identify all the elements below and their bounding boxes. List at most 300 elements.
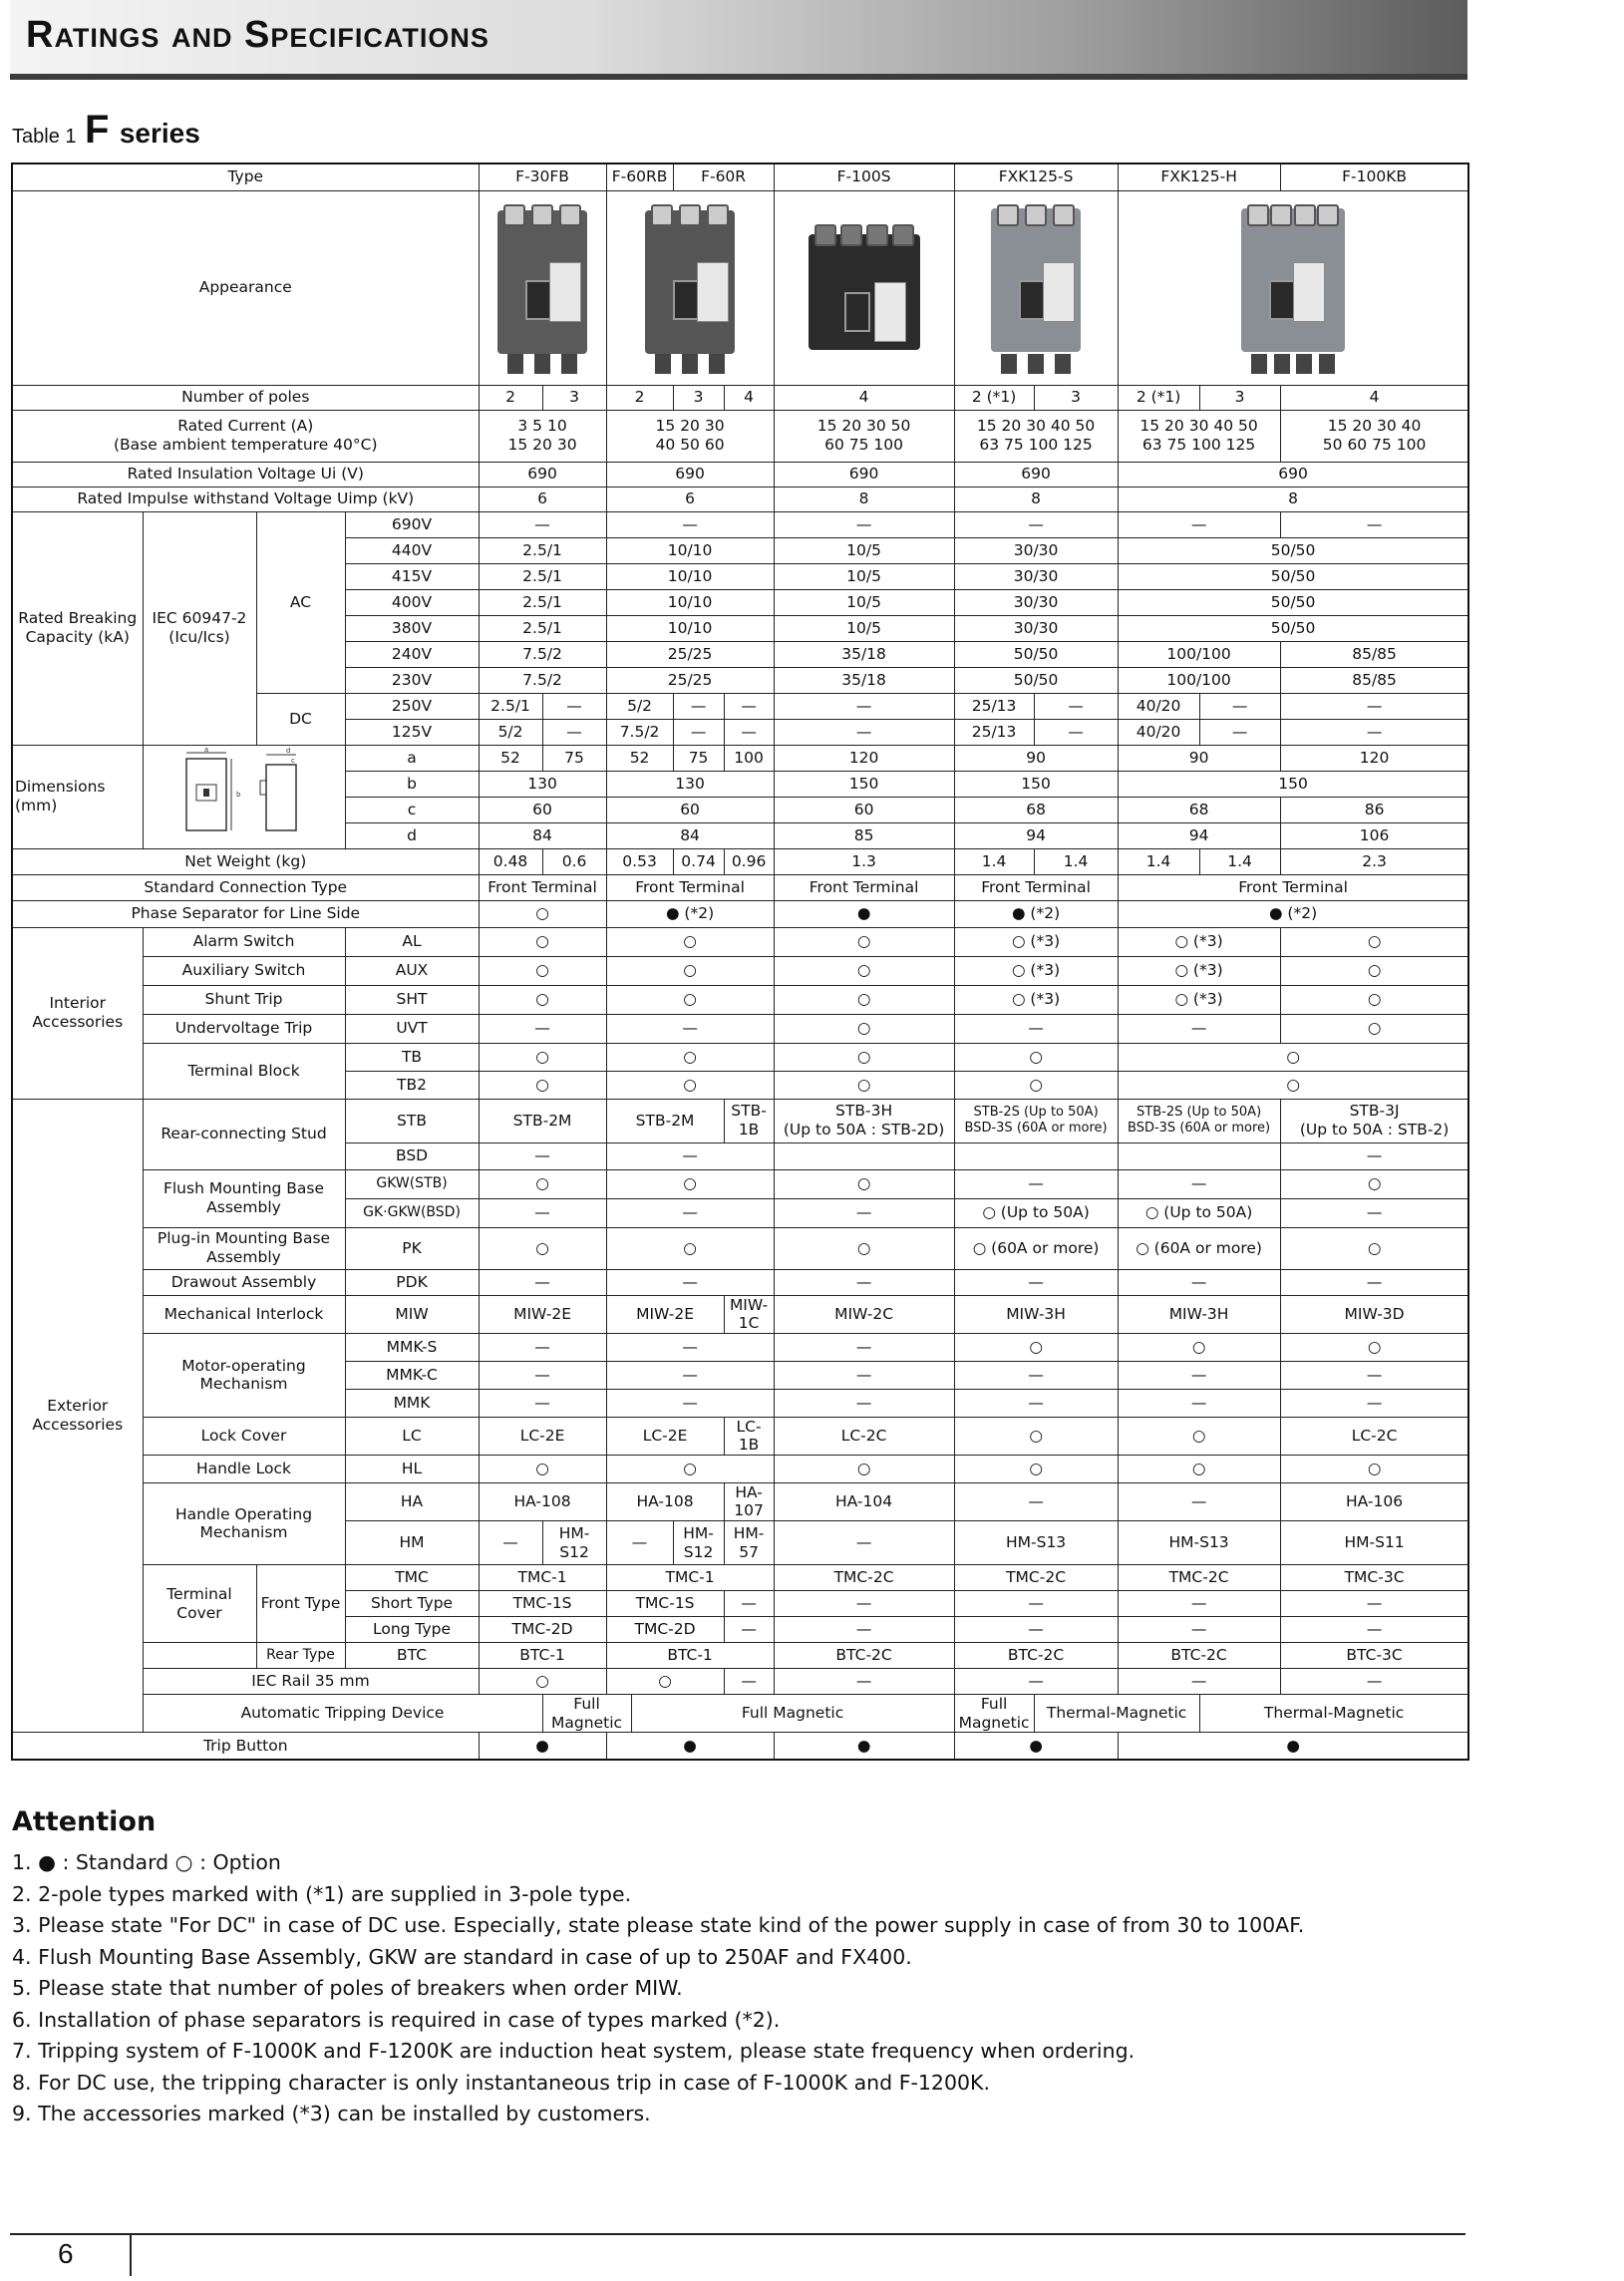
accessory-code: TB2 (345, 1071, 479, 1099)
table-cell: ● (606, 1733, 774, 1760)
table-cell: 1.4 (954, 848, 1034, 874)
table-cell: — (1118, 1617, 1280, 1643)
table-cell: 35/18 (774, 641, 954, 667)
model-header: F-100S (774, 163, 954, 190)
table-cell: — (606, 1014, 774, 1043)
table-cell: ○ (774, 956, 954, 985)
table-cell: ○ (479, 1455, 606, 1482)
table-cell: ● (479, 1733, 606, 1760)
model-header: F-60RB (606, 163, 673, 190)
table-cell: — (606, 1142, 774, 1169)
accessory-code: SHT (345, 985, 479, 1014)
table-cell: ○ (606, 956, 774, 985)
footer-rule (10, 2233, 1465, 2235)
table-cell: 10/5 (774, 589, 954, 615)
table-cell: HM-S12 (673, 1521, 724, 1565)
table-cell: 106 (1280, 822, 1468, 848)
table-cell: 50/50 (1118, 537, 1468, 563)
table-row (12, 848, 1468, 874)
attention-item: 6. Installation of phase separators is required in case of types marked (*2). (12, 2007, 781, 2032)
table-cell: ○ (*3) (954, 927, 1118, 956)
accessory-name: Lock Cover (143, 1417, 345, 1455)
table-cell: — (479, 511, 606, 537)
table-cell: ○ (606, 1169, 774, 1198)
table-cell: 86 (1280, 797, 1468, 822)
voltage-label: 250V (345, 693, 479, 719)
table-cell: — (479, 1142, 606, 1169)
table-row (12, 385, 1468, 410)
table-row (12, 1333, 1468, 1361)
table-cell: TMC-2C (1118, 1565, 1280, 1591)
table-cell: 3 (542, 385, 606, 410)
table-cell: 75 (673, 745, 724, 771)
table-cell: — (479, 1333, 606, 1361)
voltage-label: 240V (345, 641, 479, 667)
table-cell: ○ (774, 1043, 954, 1071)
table-cell: HA-108 (606, 1482, 724, 1520)
table-cell (1118, 1142, 1280, 1169)
accessory-name: IEC Rail 35 mm (143, 1669, 479, 1695)
table-cell: BTC-1 (479, 1643, 606, 1669)
table-cell: — (542, 693, 606, 719)
table-cell: — (1280, 1198, 1468, 1227)
attention-item: 3. Please state "For DC" in case of DC use. Especially, state please state kind of the power supply in case of from 30 to 100AF. (12, 1913, 1305, 1937)
table-cell: 2.5/1 (479, 615, 606, 641)
table-cell: — (1118, 1361, 1280, 1389)
table-cell: — (606, 1198, 774, 1227)
svg-text:c: c (290, 756, 295, 765)
table-cell: ○ (479, 1169, 606, 1198)
accessory-name: Shunt Trip (143, 985, 345, 1014)
table-cell: Full Magnetic (631, 1695, 954, 1733)
table-cell: ○ (774, 1014, 954, 1043)
accessory-code: Long Type (345, 1617, 479, 1643)
table-cell: 2 (*1) (954, 385, 1034, 410)
svg-text:b: b (235, 790, 240, 799)
table-cell: Front Terminal (479, 874, 606, 900)
table-cell: — (1118, 1591, 1280, 1617)
model-header: FXK125-S (954, 163, 1118, 190)
tripping-label: Automatic Tripping Device (143, 1695, 542, 1733)
table-cell: 4 (1280, 385, 1468, 410)
table-cell: STB-3H (Up to 50A : STB-2D) (774, 1099, 954, 1142)
table-row (12, 163, 1468, 190)
table-cell: 8 (774, 487, 954, 511)
table-cell: — (1280, 511, 1468, 537)
table-row (12, 1733, 1468, 1760)
table-cell: 85/85 (1280, 667, 1468, 693)
table-cell: STB-2S (Up to 50A) BSD-3S (60A or more) (1118, 1099, 1280, 1142)
table-cell: Front Terminal (1118, 874, 1468, 900)
table-cell: LC-2E (479, 1417, 606, 1455)
table-cell: — (606, 511, 774, 537)
table-cell: — (1280, 1389, 1468, 1417)
table-cell (954, 1142, 1118, 1169)
table-cell: MIW-3H (954, 1295, 1118, 1333)
table-cell: 6 (479, 487, 606, 511)
type-label: Type (12, 163, 479, 190)
table-cell: — (1118, 1169, 1280, 1198)
table-cell: Thermal-Magnetic (1199, 1695, 1468, 1733)
table-cell: 90 (1118, 745, 1280, 771)
table-cell: 68 (1118, 797, 1280, 822)
table-cell: 1.3 (774, 848, 954, 874)
table-cell: — (1118, 1389, 1280, 1417)
table-cell: 7.5/2 (606, 719, 673, 745)
table-cell: HM-S13 (1118, 1521, 1280, 1565)
table-cell: ○ (1280, 1227, 1468, 1269)
table-cell: Front Terminal (606, 874, 774, 900)
breaker-image-f60 (641, 202, 739, 374)
table-cell: ○ (606, 1043, 774, 1071)
table-cell: 3 (1199, 385, 1280, 410)
table-cell: 25/13 (954, 719, 1034, 745)
table-cell: 150 (774, 771, 954, 797)
accessory-code: MMK (345, 1389, 479, 1417)
accessory-code: GKW(STB) (345, 1169, 479, 1198)
attention-list (12, 1847, 1467, 2130)
table-cell: BTC-2C (774, 1643, 954, 1669)
table-cell: 10/10 (606, 537, 774, 563)
table-cell: — (954, 1169, 1118, 1198)
table-cell: 2 (606, 385, 673, 410)
table-cell: 68 (954, 797, 1118, 822)
table-cell: 15 20 30 40 50 63 75 100 125 (954, 410, 1118, 462)
table-cell: ○ (1118, 1043, 1468, 1071)
table-row (12, 1669, 1468, 1695)
table-cell: — (1280, 719, 1468, 745)
table-cell: — (479, 1361, 606, 1389)
impulse-label: Rated Impulse withstand Voltage Uimp (kV) (12, 487, 479, 511)
table-cell: LC-1B (724, 1417, 774, 1455)
table-cell: ○ (774, 1169, 954, 1198)
table-cell: — (774, 1617, 954, 1643)
table-cell: ○ (1280, 1333, 1468, 1361)
breaker-image-f100s (805, 202, 924, 374)
table-cell: 100/100 (1118, 641, 1280, 667)
table-cell: 120 (1280, 745, 1468, 771)
table-cell: ○ (479, 1669, 606, 1695)
table-cell: ○ (774, 985, 954, 1014)
table-cell: ○ (Up to 50A) (954, 1198, 1118, 1227)
table-cell: 10/10 (606, 589, 774, 615)
table-cell: TMC-1S (606, 1591, 724, 1617)
accessory-code: PDK (345, 1269, 479, 1295)
table-cell: 10/5 (774, 563, 954, 589)
rated-current-label: Rated Current (A) (Base ambient temperature 40°C) (12, 410, 479, 462)
table-cell: 2.5/1 (479, 563, 606, 589)
accessory-name: Terminal Cover (143, 1565, 256, 1643)
appearance-cell (479, 190, 606, 385)
table-row (12, 190, 1468, 385)
dimension-diagram (143, 745, 345, 848)
attention-item: 4. Flush Mounting Base Assembly, GKW are standard in case of up to 250AF and FX400. (12, 1944, 912, 1969)
voltage-label: 690V (345, 511, 479, 537)
table-cell: 8 (954, 487, 1118, 511)
table-cell (774, 1142, 954, 1169)
series-letter: F (84, 108, 110, 152)
table-cell: BTC-2C (954, 1643, 1118, 1669)
table-cell: MIW-1C (724, 1295, 774, 1333)
page-number-divider (130, 2234, 132, 2276)
trip-button-label: Trip Button (12, 1733, 479, 1760)
table-cell: TMC-2C (774, 1565, 954, 1591)
table-cell: TMC-3C (1280, 1565, 1468, 1591)
table-cell: ○ (1280, 1455, 1468, 1482)
table-row (12, 1695, 1468, 1733)
table-cell: — (724, 1617, 774, 1643)
table-cell: 2.5/1 (479, 537, 606, 563)
table-cell: — (1199, 719, 1280, 745)
table-cell: — (954, 1617, 1118, 1643)
exterior-label: Exterior Accessories (12, 1099, 143, 1733)
table-cell: HA-106 (1280, 1482, 1468, 1520)
table-cell: 3 (1034, 385, 1118, 410)
table-cell: ○ (479, 985, 606, 1014)
model-header: F-60R (673, 163, 774, 190)
accessory-name: Handle Operating Mechanism (143, 1482, 345, 1564)
table-row (12, 1014, 1468, 1043)
model-header: F-100KB (1280, 163, 1468, 190)
interior-label: Interior Accessories (12, 927, 143, 1099)
table-cell: 690 (1118, 462, 1468, 487)
table-cell: — (606, 1269, 774, 1295)
table-cell: — (774, 1521, 954, 1565)
table-cell: STB-2M (479, 1099, 606, 1142)
table-cell: — (1280, 1269, 1468, 1295)
table-cell: 50/50 (1118, 563, 1468, 589)
table-cell: 75 (542, 745, 606, 771)
table-cell: TMC-2C (954, 1565, 1118, 1591)
table-cell: 5/2 (479, 719, 542, 745)
table-cell: BTC-2C (1118, 1643, 1280, 1669)
table-cell: 0.96 (724, 848, 774, 874)
table-cell: HM-57 (724, 1521, 774, 1565)
table-cell: ○ (479, 1071, 606, 1099)
table-cell: — (954, 1482, 1118, 1520)
table-cell: 15 20 30 40 50 60 (606, 410, 774, 462)
table-cell: 690 (479, 462, 606, 487)
table-cell: — (1199, 693, 1280, 719)
spec-table (11, 163, 1469, 1761)
table-cell: — (954, 1361, 1118, 1389)
table-cell: 4 (724, 385, 774, 410)
table-row (12, 1482, 1468, 1520)
table-cell: 2.3 (1280, 848, 1468, 874)
table-row (12, 985, 1468, 1014)
table-cell: ● (1118, 1733, 1468, 1760)
table-cell: — (479, 1198, 606, 1227)
accessory-code: UVT (345, 1014, 479, 1043)
table-cell: 3 (673, 385, 724, 410)
table-cell: TMC-1 (479, 1565, 606, 1591)
table-row (12, 1269, 1468, 1295)
table-cell: ○ (1280, 1169, 1468, 1198)
table-row (12, 462, 1468, 487)
accessory-code: BSD (345, 1142, 479, 1169)
table-cell: 0.74 (673, 848, 724, 874)
table-cell: 50/50 (1118, 589, 1468, 615)
table-cell: — (1118, 1482, 1280, 1520)
table-cell: 7.5/2 (479, 667, 606, 693)
accessory-name: Alarm Switch (143, 927, 345, 956)
table-cell: — (673, 693, 724, 719)
table-cell: — (774, 1269, 954, 1295)
table-cell: ○ (1280, 956, 1468, 985)
page-title: Ratings and Specifications (26, 14, 489, 56)
table-cell: — (1280, 1669, 1468, 1695)
accessory-code: AL (345, 927, 479, 956)
page-number: 6 (58, 2238, 74, 2269)
table-cell: 60 (479, 797, 606, 822)
table-cell: 5/2 (606, 693, 673, 719)
table-cell: — (774, 1591, 954, 1617)
table-cell: LC-2C (774, 1417, 954, 1455)
weight-label: Net Weight (kg) (12, 848, 479, 874)
ac-label: AC (256, 511, 345, 693)
accessory-name: Handle Lock (143, 1455, 345, 1482)
accessory-name: Motor-operating Mechanism (143, 1333, 345, 1417)
table-cell: 2.5/1 (479, 589, 606, 615)
table-cell: — (724, 719, 774, 745)
table-cell: ○ (774, 1455, 954, 1482)
dimension-drawing-icon (174, 747, 314, 842)
table-cell: STB-2S (Up to 50A) BSD-3S (60A or more) (954, 1099, 1118, 1142)
table-cell: 8 (1118, 487, 1468, 511)
table-cell: ○ (606, 1227, 774, 1269)
voltage-label: 415V (345, 563, 479, 589)
accessory-code: HL (345, 1455, 479, 1482)
table-cell: 60 (774, 797, 954, 822)
model-header: FXK125-H (1118, 163, 1280, 190)
table-cell: ○ (479, 1227, 606, 1269)
accessory-name: Undervoltage Trip (143, 1014, 345, 1043)
table-cell: Front Terminal (954, 874, 1118, 900)
table-row (12, 1455, 1468, 1482)
table-cell: — (1118, 1269, 1280, 1295)
insulation-label: Rated Insulation Voltage Ui (V) (12, 462, 479, 487)
table-cell: ○ (*3) (1118, 985, 1280, 1014)
page-header-bar (10, 0, 1467, 80)
accessory-code: LC (345, 1417, 479, 1455)
table-cell: 15 20 30 40 50 63 75 100 125 (1118, 410, 1280, 462)
table-cell (143, 1643, 256, 1669)
appearance-label: Appearance (12, 190, 479, 385)
table-cell: ○ (606, 1455, 774, 1482)
table-cell: ○ (479, 956, 606, 985)
dimension-key: c (345, 797, 479, 822)
table-cell: ● (*2) (1118, 900, 1468, 927)
table-cell: ○ (479, 927, 606, 956)
table-cell: — (1118, 511, 1280, 537)
attention-item: 1. ● : Standard ○ : Option (12, 1850, 281, 1874)
accessory-name: Plug-in Mounting Base Assembly (143, 1227, 345, 1269)
table-cell: 50/50 (954, 667, 1118, 693)
table-cell: — (1280, 1617, 1468, 1643)
table-label: Table 1 (12, 126, 77, 148)
table-cell: — (954, 1389, 1118, 1417)
table-cell: — (1034, 693, 1118, 719)
table-cell: ○ (954, 1455, 1118, 1482)
table-cell: — (774, 1333, 954, 1361)
table-cell: 94 (1118, 822, 1280, 848)
table-row (12, 1295, 1468, 1333)
table-cell: 52 (479, 745, 542, 771)
table-cell: 690 (954, 462, 1118, 487)
table-cell: 85 (774, 822, 954, 848)
table-cell: 52 (606, 745, 673, 771)
table-cell: STB-3J (Up to 50A : STB-2) (1280, 1099, 1468, 1142)
table-cell: MIW-3D (1280, 1295, 1468, 1333)
table-cell: Full Magnetic (954, 1695, 1034, 1733)
attention-item: 2. 2-pole types marked with (*1) are supplied in 3-pole type. (12, 1881, 632, 1906)
table-cell: ○ (774, 1071, 954, 1099)
breaking-label: Rated Breaking Capacity (kA) (12, 511, 143, 745)
table-cell: — (479, 1269, 606, 1295)
iec-label: IEC 60947-2 (Icu/Ics) (143, 511, 256, 745)
table-cell: ○ (1280, 927, 1468, 956)
table-cell: — (1280, 693, 1468, 719)
table-cell: ○ (1280, 985, 1468, 1014)
table-cell: TMC-2D (606, 1617, 724, 1643)
table-cell: — (1118, 1014, 1280, 1043)
table-cell: — (1280, 1142, 1468, 1169)
table-cell: HM-S12 (542, 1521, 606, 1565)
table-row (12, 487, 1468, 511)
accessory-name: Flush Mounting Base Assembly (143, 1169, 345, 1227)
table-cell: 10/5 (774, 537, 954, 563)
accessory-name: Drawout Assembly (143, 1269, 345, 1295)
cover-type: Rear Type (256, 1643, 345, 1669)
table-cell: — (954, 1669, 1118, 1695)
table-cell: Thermal-Magnetic (1034, 1695, 1199, 1733)
table-cell: 1.4 (1199, 848, 1280, 874)
model-header: F-30FB (479, 163, 606, 190)
table-row (12, 900, 1468, 927)
table-cell: 4 (774, 385, 954, 410)
table-cell: ○ (1280, 1014, 1468, 1043)
table-cell: 1.4 (1118, 848, 1199, 874)
cover-type: Front Type (256, 1565, 345, 1643)
table-cell: ○ (1118, 1455, 1280, 1482)
table-cell: 150 (1118, 771, 1468, 797)
table-row (12, 745, 1468, 771)
table-cell: HM-S13 (954, 1521, 1118, 1565)
table-cell: — (774, 719, 954, 745)
table-cell: 2 (*1) (1118, 385, 1199, 410)
table-cell: 6 (606, 487, 774, 511)
table-cell: — (606, 1521, 673, 1565)
table-cell: MIW-2E (606, 1295, 724, 1333)
table-cell: — (774, 1389, 954, 1417)
appearance-cell (774, 190, 954, 385)
table-cell: 7.5/2 (479, 641, 606, 667)
appearance-cell (606, 190, 774, 385)
table-cell: — (606, 1389, 774, 1417)
table-cell: — (774, 1198, 954, 1227)
table-cell: ○ (954, 1071, 1118, 1099)
table-cell: — (724, 1591, 774, 1617)
table-row (12, 1099, 1468, 1142)
table-cell: ○ (*3) (954, 956, 1118, 985)
table-cell: 690 (774, 462, 954, 487)
accessory-code: AUX (345, 956, 479, 985)
table-cell: TMC-1 (606, 1565, 774, 1591)
table-cell: — (673, 719, 724, 745)
accessory-code: MMK-S (345, 1333, 479, 1361)
table-cell: LC-2C (1280, 1417, 1468, 1455)
table-cell: 60 (606, 797, 774, 822)
